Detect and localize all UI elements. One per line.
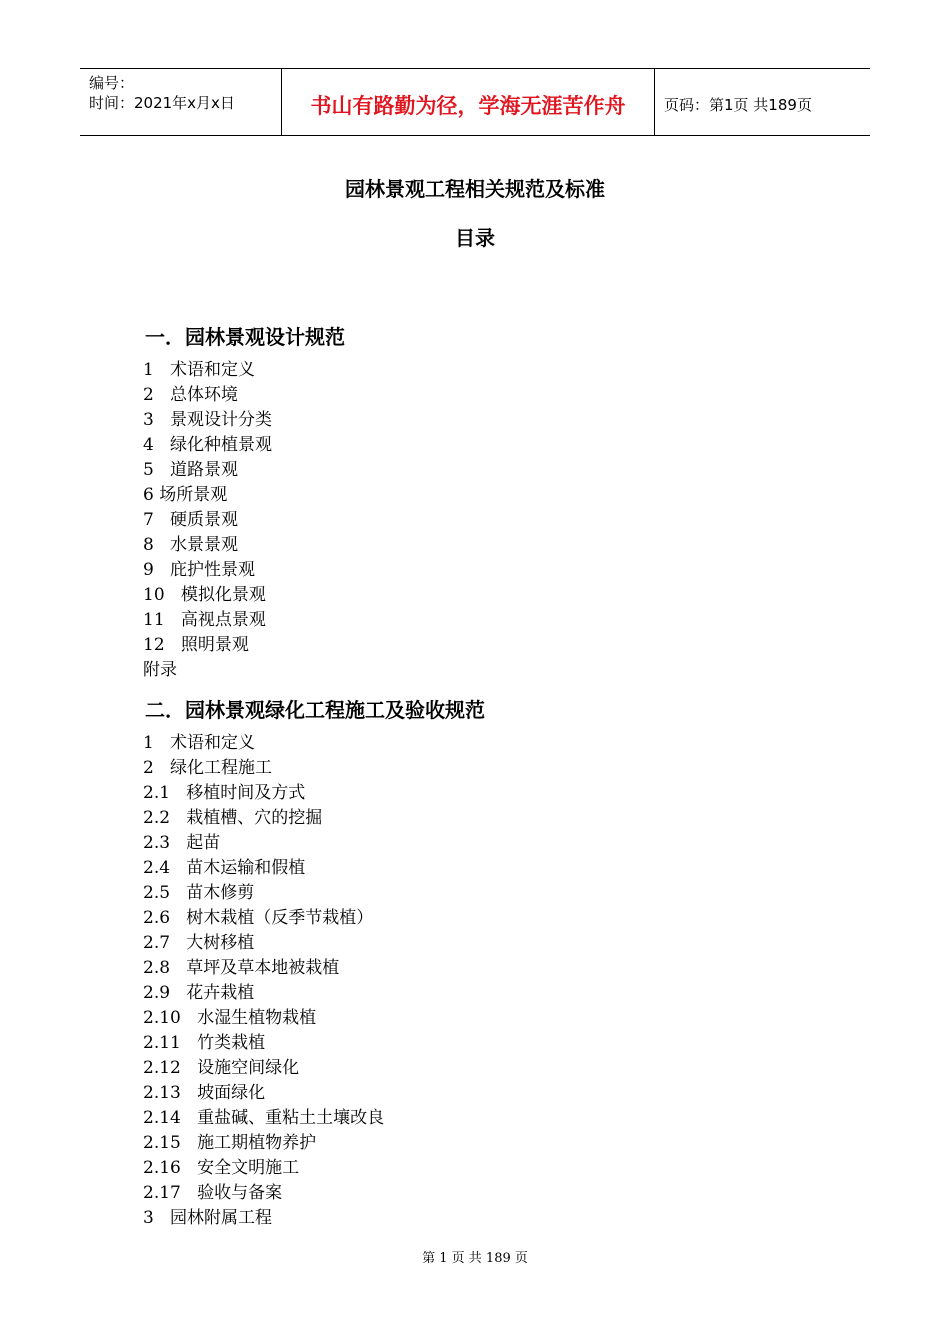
header-motto-cell [282, 69, 655, 135]
toc-item: 2.13 坡面绿化 [143, 1083, 266, 1103]
header-meta-cell [80, 69, 282, 135]
toc-item: 2.5 苗木修剪 [143, 883, 255, 903]
toc-item: 2.17 验收与备案 [143, 1183, 283, 1203]
toc-item: 8 水景景观 [143, 535, 239, 555]
toc-item: 2.8 草坪及草本地被栽植 [143, 958, 340, 978]
toc-item: 2.3 起苗 [143, 833, 221, 853]
toc-item: 6 场所景观 [143, 485, 228, 505]
toc-item: 2.16 安全文明施工 [143, 1158, 300, 1178]
toc-heading: 目录 [455, 226, 495, 250]
toc-item: 2.1 移植时间及方式 [143, 783, 306, 803]
number-label: 编号： [89, 74, 135, 92]
toc-item: 2.2 栽植槽、穴的挖掘 [143, 808, 323, 828]
toc-list-section-1 [143, 358, 272, 683]
toc-item: 7 硬质景观 [143, 510, 239, 530]
toc-item: 12 照明景观 [143, 635, 249, 655]
toc-item: 2 总体环境 [143, 385, 239, 405]
toc-item: 2.9 花卉栽植 [143, 983, 255, 1003]
section-title-2: 二．园林景观绿化工程施工及验收规范 [145, 698, 485, 722]
toc-item: 3 园林附属工程 [143, 1208, 273, 1228]
toc-item: 1 术语和定义 [143, 733, 256, 753]
section-title-1: 一．园林景观设计规范 [145, 325, 345, 349]
toc-item: 2.11 竹类栽植 [143, 1033, 266, 1053]
toc-item: 3 景观设计分类 [143, 410, 273, 430]
toc-item: 5 道路景观 [143, 460, 239, 480]
motto-text: 书山有路勤为径，学海无涯苦作舟 [310, 94, 626, 118]
toc-item: 2.6 树木栽植（反季节栽植） [143, 908, 374, 928]
toc-item: 2.10 水湿生植物栽植 [143, 1008, 317, 1028]
toc-item: 附录 [143, 660, 177, 680]
toc-item: 2 绿化工程施工 [143, 758, 273, 778]
toc-item: 9 庇护性景观 [143, 560, 256, 580]
header-page-cell [655, 69, 870, 135]
toc-item: 4 绿化种植景观 [143, 435, 273, 455]
toc-item: 10 模拟化景观 [143, 585, 266, 605]
toc-item: 11 高视点景观 [143, 610, 266, 630]
toc-item: 2.14 重盐碱、重粘土土壤改良 [143, 1108, 385, 1128]
toc-item: 2.7 大树移植 [143, 933, 255, 953]
toc-item: 2.12 设施空间绿化 [143, 1058, 300, 1078]
toc-item: 1 术语和定义 [143, 360, 256, 380]
toc-item: 2.15 施工期植物养护 [143, 1133, 317, 1153]
toc-list-section-2 [143, 731, 384, 1231]
page-info: 页码：第1页 共189页 [664, 95, 812, 114]
time-label: 时间：2021年x月x日 [89, 94, 235, 112]
toc-item: 2.4 苗木运输和假植 [143, 858, 306, 878]
document-title: 园林景观工程相关规范及标准 [345, 177, 605, 201]
page-header [80, 68, 870, 136]
page-footer: 第 1 页 共 189 页 [422, 1251, 528, 1266]
